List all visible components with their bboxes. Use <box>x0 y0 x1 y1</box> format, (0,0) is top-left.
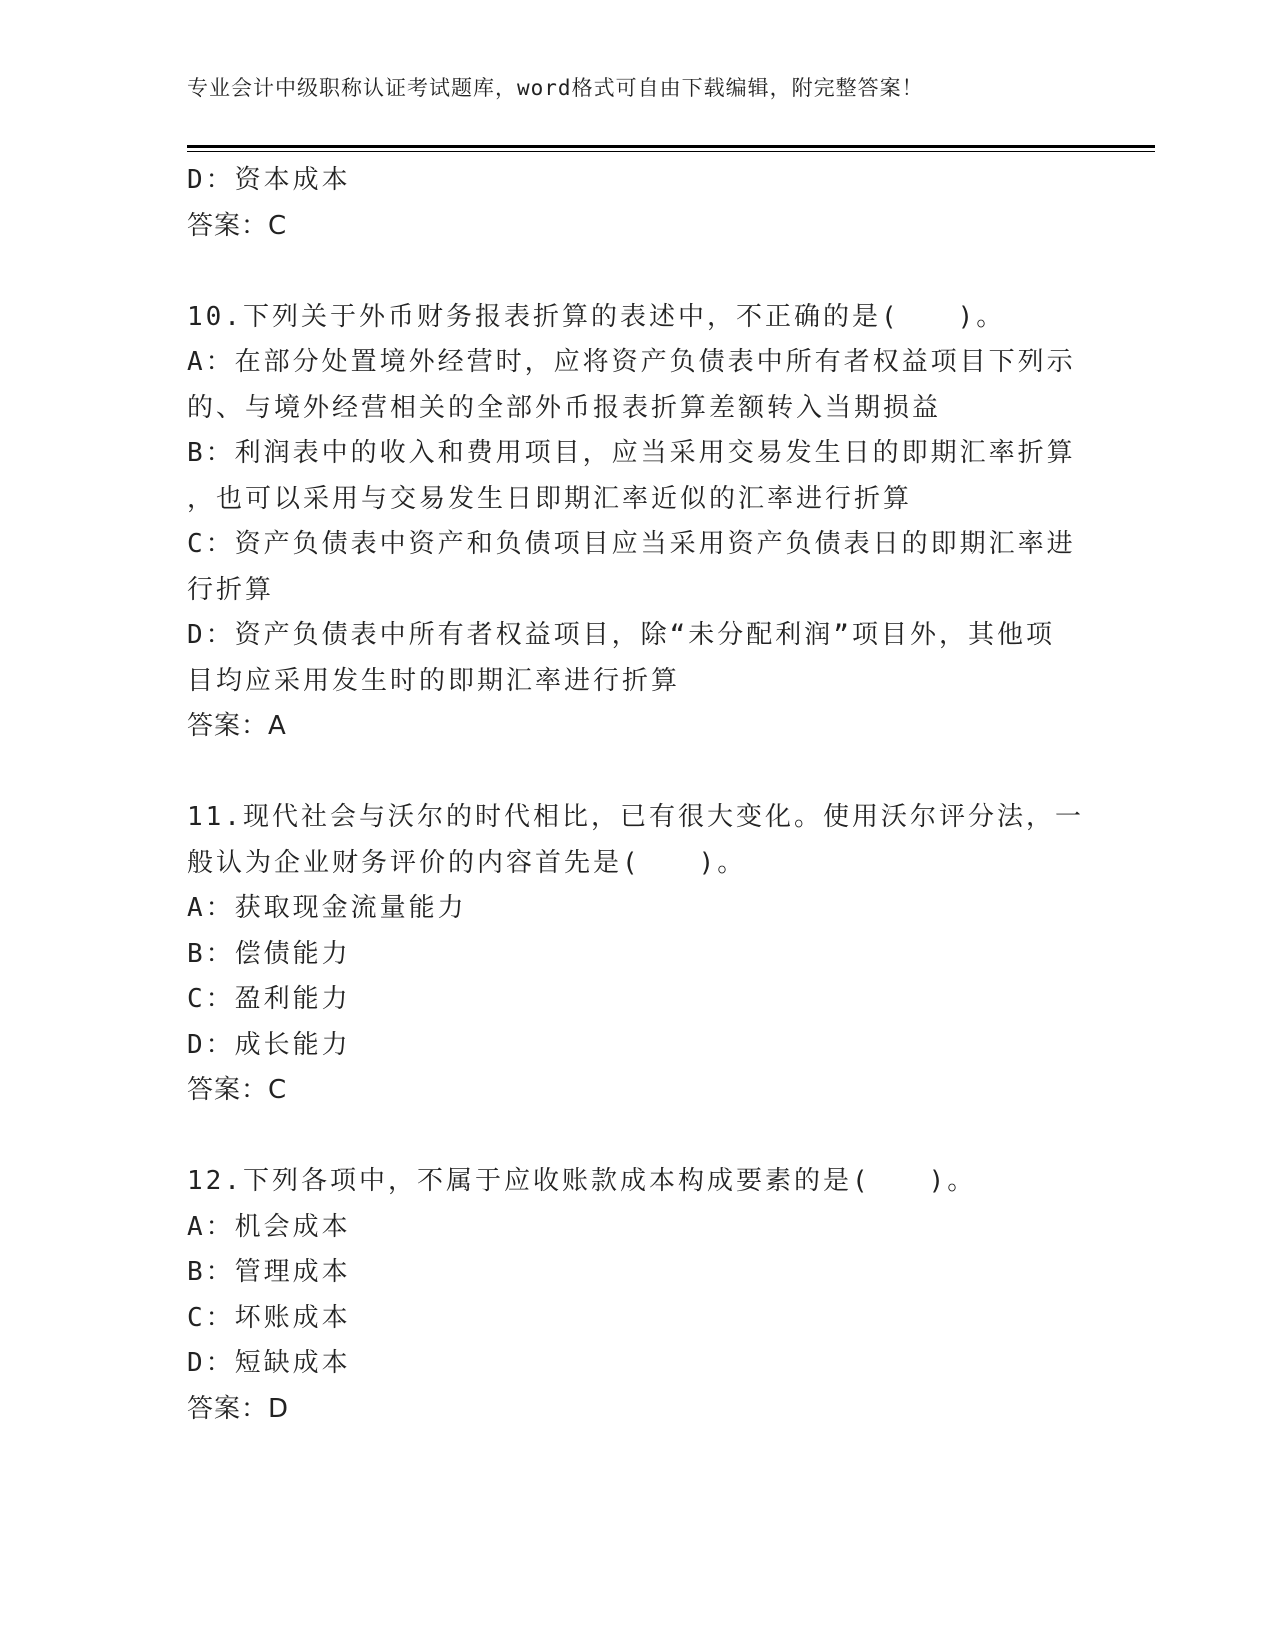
answer: 答案：D <box>187 1393 290 1424</box>
option-a: A：获取现金流量能力 <box>187 893 467 923</box>
header-rule-thin <box>187 151 1155 152</box>
answer: 答案：C <box>187 1075 288 1105</box>
question-10 <box>187 295 1087 750</box>
option-d: D：短缺成本 <box>187 1348 351 1378</box>
option-d: D：资产负债表中所有者权益项目，除“未分配利润”项目外，其他项 <box>187 620 1055 650</box>
option-a: A：机会成本 <box>187 1211 351 1242</box>
question-stem: 12.下列各项中，不属于应收账款成本构成要素的是( )。 <box>187 1166 977 1196</box>
option-c-cont: 行折算 <box>187 574 275 605</box>
question-stem: 10.下列关于外币财务报表折算的表述中，不正确的是( )。 <box>187 301 1006 332</box>
option-d-cont: 目均应采用发生时的即期汇率进行折算 <box>187 665 681 696</box>
prev-answer: 答案：C <box>187 210 288 241</box>
prev-option-d: D：资本成本 <box>187 165 351 195</box>
option-b-cont: ，也可以采用与交易发生日即期汇率近似的汇率进行折算 <box>187 483 913 514</box>
option-b: B：偿债能力 <box>187 938 351 969</box>
option-b: B：利润表中的收入和费用项目，应当采用交易发生日的即期汇率折算 <box>187 438 1076 468</box>
question-list <box>187 158 1087 1432</box>
option-c: C：资产负债表中资产和负债项目应当采用资产负债表日的即期汇率进 <box>187 529 1076 559</box>
option-c: C：坏账成本 <box>187 1302 351 1333</box>
question-12 <box>187 1159 1087 1432</box>
option-b: B：管理成本 <box>187 1257 351 1287</box>
page-header: 专业会计中级职称认证考试题库，word格式可自由下载编辑，附完整答案！ <box>187 76 924 100</box>
question-stem-cont: 般认为企业财务评价的内容首先是( )。 <box>187 847 747 878</box>
option-a: A：在部分处置境外经营时，应将资产负债表中所有者权益项目下列示 <box>187 347 1076 377</box>
answer: 答案：A <box>187 711 287 741</box>
header-rule-thick <box>187 145 1155 148</box>
option-d: D：成长能力 <box>187 1029 351 1060</box>
option-a-cont: 的、与境外经营相关的全部外币报表折算差额转入当期损益 <box>187 392 942 423</box>
question-stem: 11.现代社会与沃尔的时代相比，已有很大变化。使用沃尔评分法，一 <box>187 802 1084 832</box>
option-c: C：盈利能力 <box>187 984 351 1014</box>
question-11 <box>187 795 1087 1114</box>
